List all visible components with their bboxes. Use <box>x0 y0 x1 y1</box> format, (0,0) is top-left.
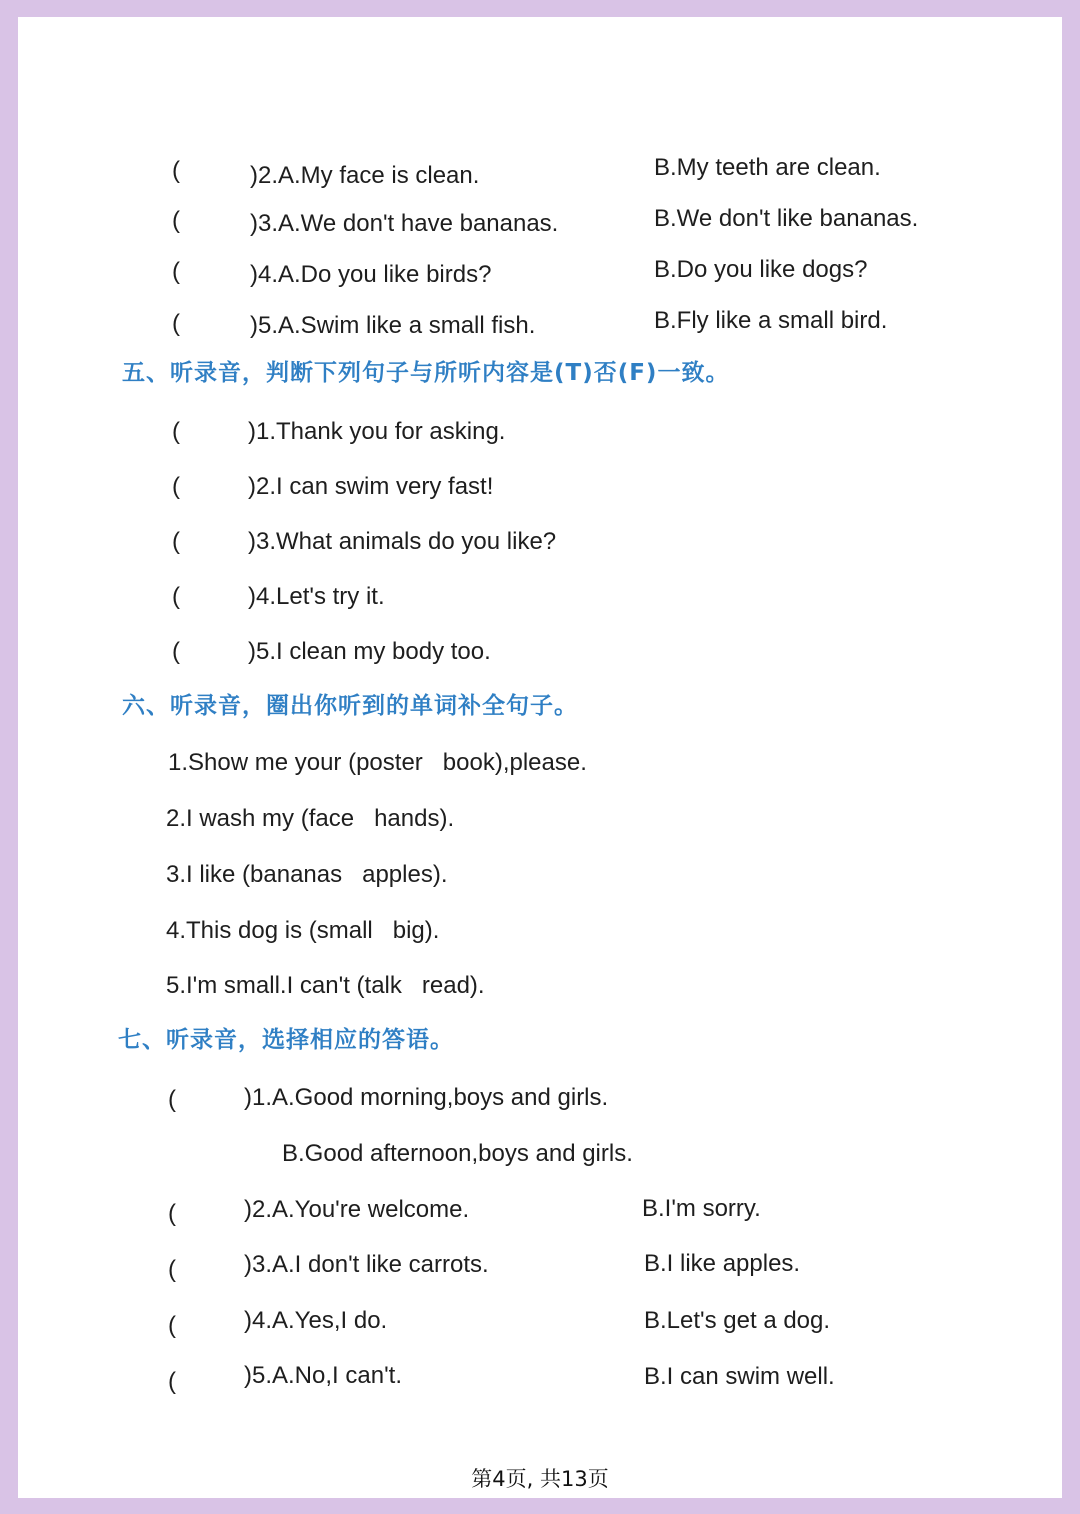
option-a: )2.A.My face is clean. <box>250 162 480 189</box>
answer-paren: ( <box>172 528 180 555</box>
fill-sentence: 2.I wash my (face hands). <box>166 805 455 832</box>
answer-paren: ( <box>168 1368 176 1395</box>
fill-sentence: 4.This dog is (small big). <box>166 917 440 944</box>
section-7-heading: 七、听录音，选择相应的答语。 <box>118 1027 454 1053</box>
option-a: )5.A.No,I can't. <box>244 1362 402 1389</box>
answer-paren: ( <box>172 638 180 665</box>
option-b: B.I can swim well. <box>644 1363 835 1390</box>
option-b: B.Let's get a dog. <box>644 1307 831 1334</box>
statement: )3.What animals do you like? <box>248 528 557 555</box>
fill-sentence: 5.I'm small.I can't (talk read). <box>166 972 485 999</box>
option-b: B.Do you like dogs? <box>654 256 868 283</box>
option-b: B.I'm sorry. <box>642 1195 761 1222</box>
fill-sentence: 3.I like (bananas apples). <box>166 861 448 888</box>
answer-paren: ( <box>168 1312 176 1339</box>
answer-paren: ( <box>172 258 180 285</box>
option-b: B.We don't like bananas. <box>654 205 919 232</box>
option-a: )4.A.Yes,I do. <box>244 1307 388 1334</box>
option-a: )3.A.We don't have bananas. <box>250 210 559 237</box>
option-b: B.I like apples. <box>644 1250 801 1277</box>
answer-paren: ( <box>168 1086 176 1113</box>
option-b: B.Fly like a small bird. <box>654 307 888 334</box>
fill-sentence: 1.Show me your (poster book),please. <box>168 749 587 776</box>
answer-paren: ( <box>172 207 180 234</box>
option-a: )4.A.Do you like birds? <box>250 261 492 288</box>
answer-paren: ( <box>168 1256 176 1283</box>
page-number: 第4页, 共13页 <box>471 1467 609 1491</box>
statement: )4.Let's try it. <box>248 583 385 610</box>
statement: )5.I clean my body too. <box>248 638 491 665</box>
statement: )1.Thank you for asking. <box>248 418 506 445</box>
statement: )2.I can swim very fast! <box>248 473 494 500</box>
option-b: B.Good afternoon,boys and girls. <box>282 1140 633 1167</box>
option-a: )5.A.Swim like a small fish. <box>250 312 536 339</box>
option-a: )2.A.You're welcome. <box>244 1196 470 1223</box>
answer-paren: ( <box>172 473 180 500</box>
option-b: B.My teeth are clean. <box>654 154 881 181</box>
section-6-heading: 六、听录音，圈出你听到的单词补全句子。 <box>122 693 578 719</box>
answer-paren: ( <box>168 1200 176 1227</box>
option-a: )1.A.Good morning,boys and girls. <box>244 1084 609 1111</box>
answer-paren: ( <box>172 310 180 337</box>
answer-paren: ( <box>172 418 180 445</box>
section-5-heading: 五、听录音，判断下列句子与所听内容是(T)否(F)一致。 <box>122 360 730 386</box>
option-a: )3.A.I don't like carrots. <box>244 1251 489 1278</box>
answer-paren: ( <box>172 583 180 610</box>
answer-paren: ( <box>172 157 180 184</box>
